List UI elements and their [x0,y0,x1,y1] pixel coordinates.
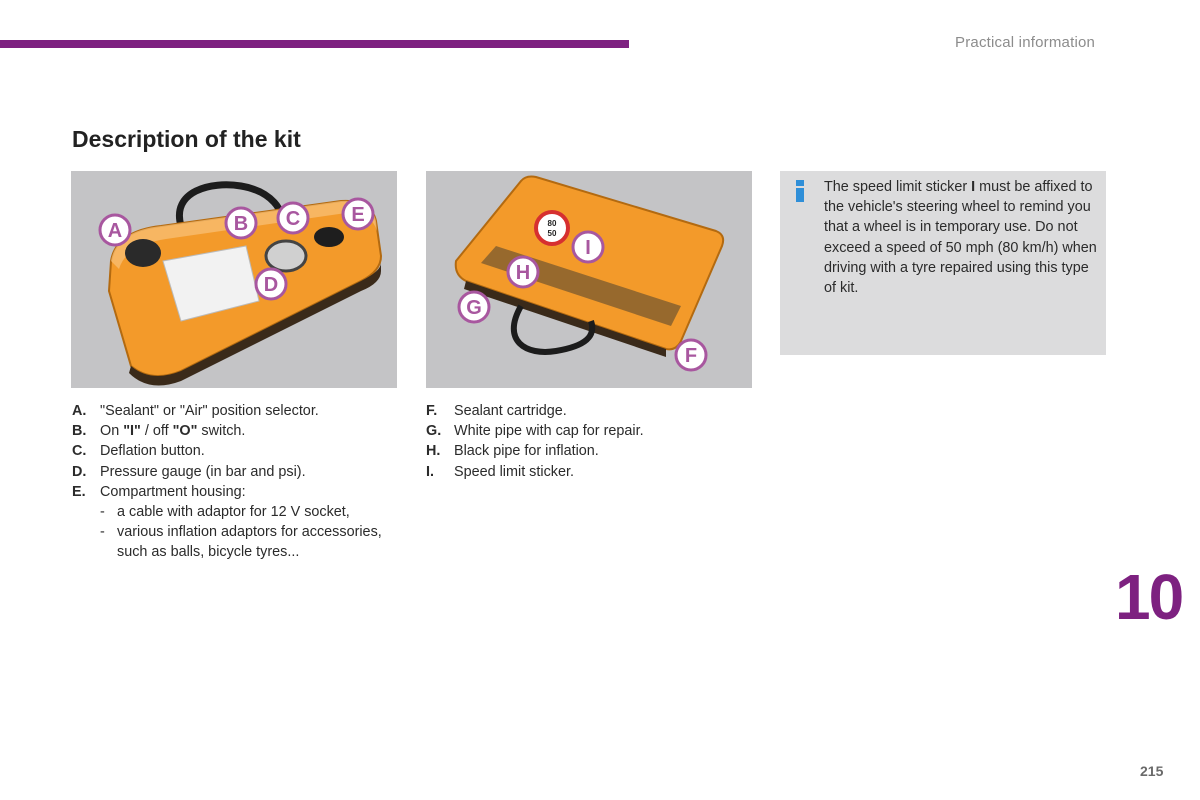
legend-right [426,401,746,482]
legend-item-c: C. Deflation button. [72,443,205,460]
callout-b [226,208,256,238]
svg-text:F: F [684,345,698,367]
svg-text:D: D [263,274,279,296]
legend-item-h: H. Black pipe for inflation. [426,443,599,460]
chapter-number: 10 [1115,561,1183,633]
callout-a [100,215,130,245]
legend-item-g: G. White pipe with cap for repair. [426,423,644,440]
legend-item-a: A. "Sealant" or "Air" position selector. [72,403,319,419]
page-title: Description of the kit [72,126,301,152]
legend-item-f: F. Sealant cartridge. [426,403,567,419]
sticker-value-bottom: 50 [547,229,557,238]
speed-sticker [536,212,568,244]
svg-text:C: C [285,208,301,230]
legend-sub-item: - a cable with adaptor for 12 V socket, [100,504,350,521]
svg-text:G: G [466,297,482,319]
svg-text:A: A [107,220,123,242]
legend-item-d: D. Pressure gauge (in bar and psi). [72,463,306,480]
legend-item-e: E. Compartment housing: - a cable with adaptor for 12 V socket, - various inflation adaptors for accessories, such as balls, bicycle tyres... [72,482,392,563]
legend-sub-item: - various inflation adaptors for accessories, such as balls, bicycle tyres... [100,524,382,561]
page-number: 215 [1140,763,1164,779]
info-icon [795,180,805,204]
kit-top-illustration [71,171,397,388]
section-title: Practical information [955,34,1096,51]
legend-left [72,401,392,563]
callout-d [256,269,286,299]
header-accent-bar [0,40,629,48]
callout-e [343,199,373,229]
callout-f [676,340,706,370]
info-note-text: The speed limit sticker I must be affixed to the vehicle's steering wheel to remind you that a wheel is in temporary use. Do not exceed a speed of 50 mph (80 km/h) when driving with a tyre repaired using this type of kit. [824,179,1097,297]
svg-text:E: E [351,204,365,226]
callout-h [508,257,538,287]
callout-g [459,292,489,322]
compartment-housing [314,227,344,247]
callout-i [573,232,603,262]
svg-text:I: I [585,237,591,259]
info-note-box [780,171,1106,355]
kit-bottom-illustration [426,171,752,388]
callout-c [278,203,308,233]
legend-item-i: I. Speed limit sticker. [426,463,574,480]
svg-text:H: H [515,262,531,284]
sticker-value-top: 80 [547,219,557,228]
svg-text:B: B [233,213,249,235]
legend-item-b: B. On "I" / off "O" switch. [72,423,246,440]
selector-dial [125,239,161,267]
pressure-gauge [266,241,306,271]
